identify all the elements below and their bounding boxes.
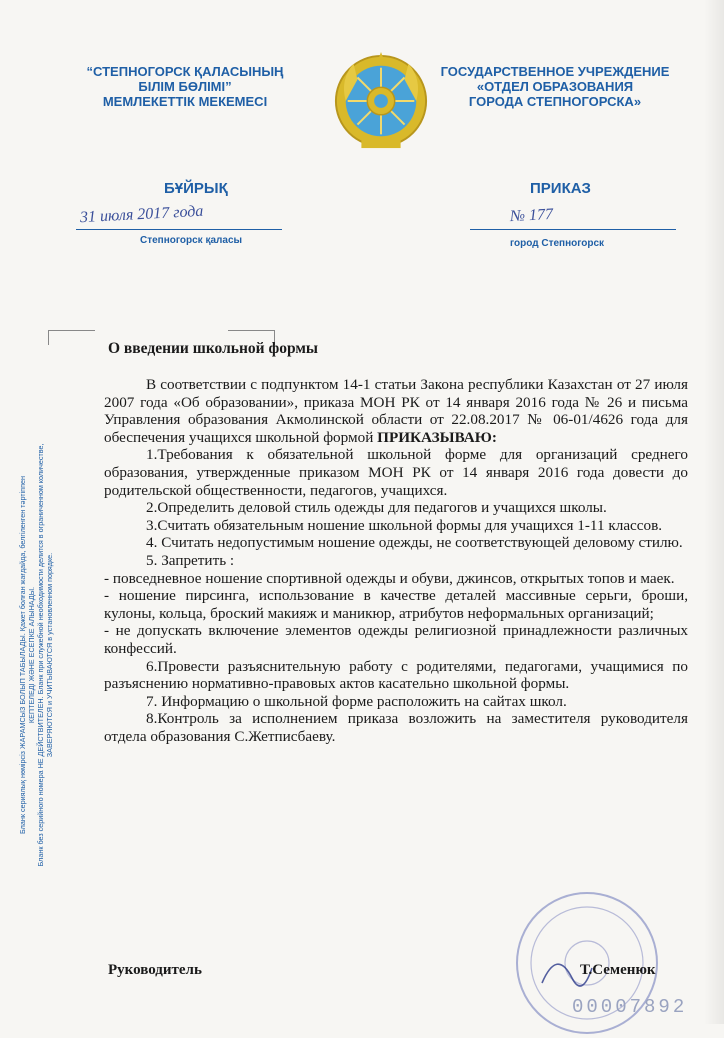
header-kazakh-line: МЕМЛЕКЕТТІК МЕКЕМЕСІ: [102, 94, 268, 109]
order-item: 4. Считать недопустимым ношение одежды, не соответствующей деловому стилю.: [146, 534, 683, 552]
command-word: ПРИКАЗЫВАЮ:: [377, 428, 497, 446]
order-item: 2.Определить деловой стиль одежды для педагогов и учащихся школы.: [146, 499, 607, 517]
date-underline: [76, 229, 282, 230]
order-item: 3.Считать обязательным ношение школьной формы для учащихся 1-11 классов.: [146, 516, 663, 534]
order-body: [104, 376, 688, 745]
header-kazakh-line: “СТЕПНОГОРСК ҚАЛАСЫНЫҢ: [86, 64, 284, 79]
header-russian-line: «ОТДЕЛ ОБРАЗОВАНИЯ: [476, 79, 634, 94]
header-russian-line: ГОРОДА СТЕПНОГОРСКА»: [468, 94, 642, 109]
header-kazakh: [60, 64, 310, 109]
page-edge-shadow: [704, 0, 724, 1024]
signature-position: Руководитель: [108, 962, 202, 978]
prohibition-item: - повседневное ношение спортивной одежды и обуви, джинсов, открытых топов и маек.: [104, 569, 675, 587]
order-item: 5. Запретить :: [146, 551, 235, 569]
handwritten-number: № 177: [509, 205, 554, 226]
serial-number: 00007892: [572, 996, 688, 1018]
city-russian: город Степногорск: [510, 238, 605, 249]
header-russian-line: ГОСУДАРСТВЕННОЕ УЧРЕЖДЕНИЕ: [440, 64, 670, 79]
sidebar-line: ЗАВЕРЯЮТСЯ и УЧИТЫВАЮТСЯ в установленном порядке.: [45, 552, 54, 758]
blank-notice-sidebar: [18, 375, 54, 935]
sidebar-line: Бланк сериялық нөмірсіз ЖАРАМСЫЗ БОЛЫП ТАБЫЛАДЫ. Қажет болған жағдайда, белгіленген тәртіппен: [18, 476, 27, 834]
order-item: 6.Провести разъяснительную работу с родителями, педагогами, учащимися по разъяснению нормативно-правовых актов касательно школьной формы.: [104, 657, 688, 693]
prohibition-item: - ношение пирсинга, использование в качестве деталей массивные серьги, броши, кулоны, кольца, броский макияж и маникюр, атрибутов неформальных организаций;: [104, 587, 688, 622]
sidebar-line: Бланк без серийного номера НЕ ДЕЙСТВИТЕЛЕН. Бланк при служебной необходимости делится в ограниченном количестве,: [36, 443, 45, 867]
order-title: О введении школьной формы: [108, 340, 318, 357]
number-underline: [470, 229, 676, 230]
signature-name: Т.Семенюк: [580, 962, 656, 978]
order-item: 1.Требования к обязательной школьной форме для организаций среднего образования, утвержденные приказом МОН РК от 14 января 2016 года довести до родительской общественности, педагогов, учащихся.: [104, 446, 688, 499]
preamble-text: В соответствии с подпунктом 14-1 статьи Закона республики Казахстан от 27 июля 2007 года «Об образовании», приказа МОН РК от 14 января 2016 года № 26 и письма Управления образования Акмолинской области от 22.08.2017 № 06-01/4626 года для обеспечения учащихся школьной формой: [104, 376, 688, 446]
order-item: 8.Контроль за исполнением приказа возложить на заместителя руководителя отдела образования С.Жетписбаеву.: [104, 710, 688, 745]
order-item: 7. Информацию о школьной форме расположить на сайтах школ.: [146, 692, 567, 710]
doc-type-kazakh: БҰЙРЫҚ: [164, 180, 228, 197]
handwritten-date: 31 июля 2017 года: [79, 202, 204, 227]
city-kazakh: Степногорск қаласы: [140, 235, 243, 246]
sidebar-line: КЕПТЕЛЕДІ ЖӘНЕ ЕСЕПКЕ АЛЫНАДЫ.: [27, 586, 36, 724]
title-bracket-left: [48, 330, 95, 345]
header-russian: [410, 64, 700, 109]
header-kazakh-line: БІЛІМ БӨЛІМІ”: [138, 79, 232, 94]
doc-type-russian: ПРИКАЗ: [530, 180, 591, 197]
prohibition-item: - не допускать включение элементов одежды религиозной принадлежности различных конфессий.: [104, 622, 688, 657]
